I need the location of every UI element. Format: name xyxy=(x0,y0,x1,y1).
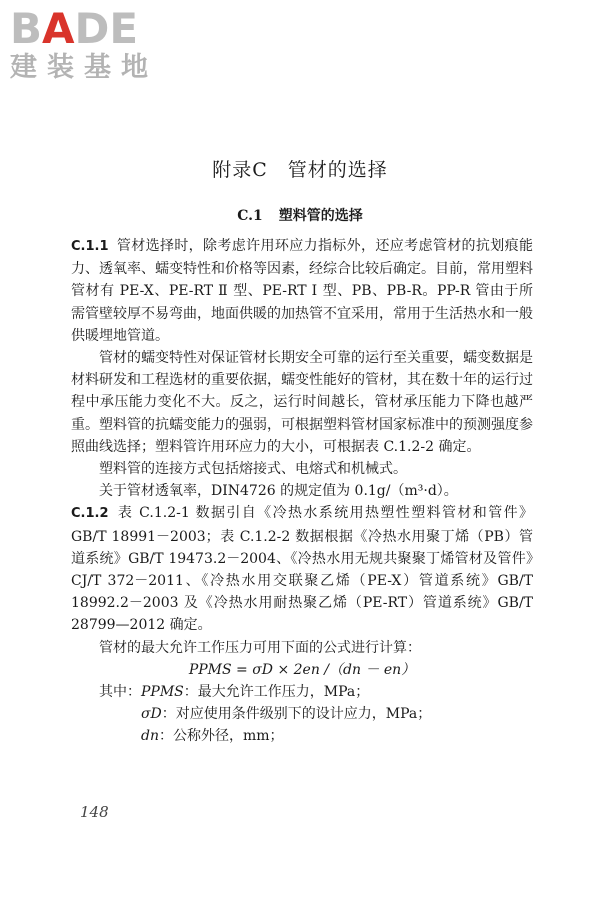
page-title: 附录C 管材的选择 xyxy=(212,159,388,181)
section-title: 塑料管的选择 xyxy=(278,208,363,224)
section-heading xyxy=(0,205,600,225)
definition-item: σD：对应使用条件级别下的设计应力，MPa； xyxy=(141,706,432,723)
definition-item: dn：公称外径，mm； xyxy=(141,728,284,745)
body-text xyxy=(71,235,533,748)
clause-number: C.1.2 xyxy=(71,506,109,522)
paragraph-c111: C.1.1 管材选择时，除考虑许用环应力指标外，还应考虑管材的抗划痕能力、透氧率、蠕变特性和价格等因素，经综合比较后确定。目前，常用塑料管材有 PE-X、PE-RT Ⅱ 型、PE-RT Ⅰ 型、PB、PB-R。PP-R 管由于所需管壁较厚不易弯曲，地面供暖的加热管不宜采用，常用于生活热水和一般供暖埋地管道。 xyxy=(71,238,533,344)
logo-wordmark: BADE xyxy=(10,4,139,53)
paragraph: 管材的最大允许工作压力可用下面的公式进行计算： xyxy=(99,639,421,656)
section-number: C.1 xyxy=(237,208,263,224)
bade-logo xyxy=(10,4,180,88)
paragraph-c112: C.1.2 表 C.1.2-1 数据引自《冷热水系统用热塑性塑料管材和管件》GB/T 18991－2003；表 C.1.2-2 数据根据《冷热水用聚丁烯（PB）管道系统》GB/T 19473.2－2004、《冷热水用无规共聚聚丁烯管材及管件》CJ/T 372－2011、《冷热水用交联聚乙烯（PE-X）管道系统》GB/T 18992.2－2003 及《冷热水用耐热聚乙烯（PE-RT）管道系统》GB/T 28799—2012 确定。 xyxy=(71,505,533,634)
clause-number: C.1.1 xyxy=(71,239,109,254)
paragraph: 关于管材透氧率，DIN4726 的规定值为 0.1g/（m³·d）。 xyxy=(99,483,458,500)
paragraph: 塑料管的连接方式包括熔接式、电熔式和机械式。 xyxy=(99,461,407,478)
logo-subtitle: 建装基地 xyxy=(10,52,158,83)
definition-item: 其中：PPMS：最大允许工作压力，MPa； xyxy=(99,684,370,701)
page-number: 148 xyxy=(80,803,109,821)
formula: PPMS = σD × 2en /（dn － en） xyxy=(188,661,416,678)
paragraph: 管材的蠕变特性对保证管材长期安全可靠的运行至关重要，蠕变数据是材料研发和工程选材的重要依据，蠕变性能好的管材，其在数十年的运行过程中承压能力变化不大。反之，运行时间越长，管材承压能力下降也越严重。塑料管的抗蠕变能力的强弱，可根据塑料管材国家标准中的预测强度参照曲线选择；塑料管许用环应力的大小，可根据表 C.1.2-2 确定。 xyxy=(71,350,533,455)
logo-accent-letter: A xyxy=(42,4,75,53)
